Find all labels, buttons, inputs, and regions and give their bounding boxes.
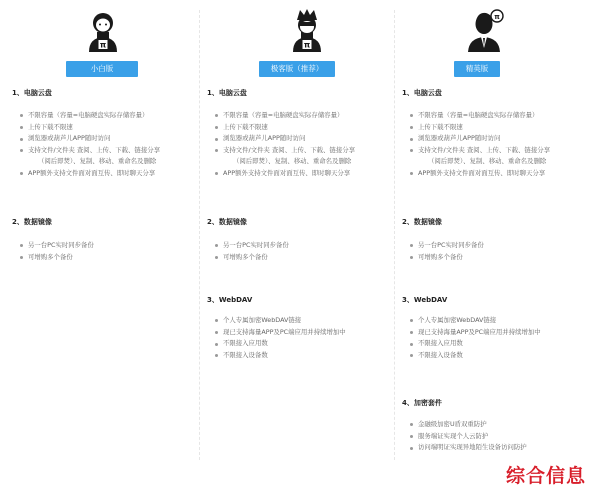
feature-item: 服务端证实现个人云防护 — [408, 431, 588, 443]
feature-list — [408, 315, 588, 361]
feature-item: 不限接入设备数 — [408, 350, 588, 362]
feature-item: 浏览器或葫芦儿APP随时访问 — [18, 133, 198, 145]
section-title: 2、数据镜像 — [207, 218, 247, 226]
feature-item: 可增购多个备份 — [213, 252, 393, 264]
section-title: 3、WebDAV — [207, 296, 253, 304]
plan-column-geek — [203, 0, 391, 470]
feature-item: 个人专属加密WebDAV链接 — [213, 315, 393, 327]
feature-item: 不限容量（容量=电脑硬盘实际存储容量） — [213, 110, 393, 122]
plan-column-elite — [398, 0, 586, 470]
feature-item: 不限容量（容量=电脑硬盘实际存储容量） — [408, 110, 588, 122]
svg-text:π: π — [303, 40, 311, 50]
feature-item: 不限接入应用数 — [213, 338, 393, 350]
feature-item: 另一台PC实时同步备份 — [408, 240, 588, 252]
section-title: 1、电脑云盘 — [402, 89, 442, 97]
feature-item: 上传下载不限速 — [18, 122, 198, 134]
feature-item: 另一台PC实时同步备份 — [18, 240, 198, 252]
feature-item: 现已支持海量APP及PC端应用并持续增加中 — [213, 327, 393, 339]
feature-list — [408, 240, 588, 263]
feature-list — [408, 110, 588, 180]
user-avatar-icon — [287, 8, 327, 52]
feature-item: 支持文件/文件夹 查阅、上传、下载、链接分享 — [213, 145, 393, 157]
feature-list — [213, 240, 393, 263]
feature-item: 个人专属加密WebDAV链接 — [408, 315, 588, 327]
feature-item: 上传下载不限速 — [213, 122, 393, 134]
svg-text:π: π — [99, 40, 107, 50]
feature-list — [213, 315, 393, 361]
section-title: 1、电脑云盘 — [207, 89, 247, 97]
section-title: 4、加密套件 — [402, 399, 442, 407]
feature-list — [213, 110, 393, 180]
feature-item: 访问端明证实现异地陌生设备访问防护 — [408, 442, 588, 454]
feature-item: APP额外支持文件面对面互传、即时聊天分享 — [408, 168, 588, 180]
plan-column-basic — [8, 0, 196, 470]
feature-item: 支持文件/文件夹 查阅、上传、下载、链接分享 — [18, 145, 198, 157]
feature-item: 浏览器或葫芦儿APP随时访问 — [213, 133, 393, 145]
feature-item: APP额外支持文件面对面互传、即时聊天分享 — [18, 168, 198, 180]
feature-item: 浏览器或葫芦儿APP随时访问 — [408, 133, 588, 145]
plan-button-elite[interactable]: 精英版 — [454, 61, 500, 77]
feature-item: 金融级加密U盾双重防护 — [408, 419, 588, 431]
feature-item: 另一台PC实时同步备份 — [213, 240, 393, 252]
feature-item: 现已支持海量APP及PC端应用并持续增加中 — [408, 327, 588, 339]
feature-item: APP额外支持文件面对面互传、即时聊天分享 — [213, 168, 393, 180]
plan-button-basic[interactable]: 小白版 — [66, 61, 138, 77]
feature-item: 可增购多个备份 — [408, 252, 588, 264]
feature-list — [408, 419, 588, 454]
user-avatar-icon — [83, 8, 123, 52]
feature-item: 不限接入设备数 — [213, 350, 393, 362]
plan-button-geek[interactable]: 极客版（推荐） — [259, 61, 335, 77]
feature-item: （阅后即焚）、复制、移动、重命名及删除 — [428, 157, 547, 166]
feature-item: 不限接入应用数 — [408, 338, 588, 350]
feature-list — [18, 240, 198, 263]
section-title: 2、数据镜像 — [12, 218, 52, 226]
user-avatar-icon — [464, 8, 504, 52]
section-title: 2、数据镜像 — [402, 218, 442, 226]
section-title: 1、电脑云盘 — [12, 89, 52, 97]
svg-text:π: π — [494, 13, 500, 21]
feature-item: 上传下载不限速 — [408, 122, 588, 134]
feature-item: 支持文件/文件夹 查阅、上传、下载、链接分享 — [408, 145, 588, 157]
watermark-logo: 综合信息 — [505, 465, 586, 487]
section-title: 3、WebDAV — [402, 296, 448, 304]
feature-item: （阅后即焚）、复制、移动、重命名及删除 — [233, 157, 352, 166]
feature-list — [18, 110, 198, 180]
feature-item: 可增购多个备份 — [18, 252, 198, 264]
feature-item: 不限容量（容量=电脑硬盘实际存储容量） — [18, 110, 198, 122]
feature-item: （阅后即焚）、复制、移动、重命名及删除 — [38, 157, 157, 166]
